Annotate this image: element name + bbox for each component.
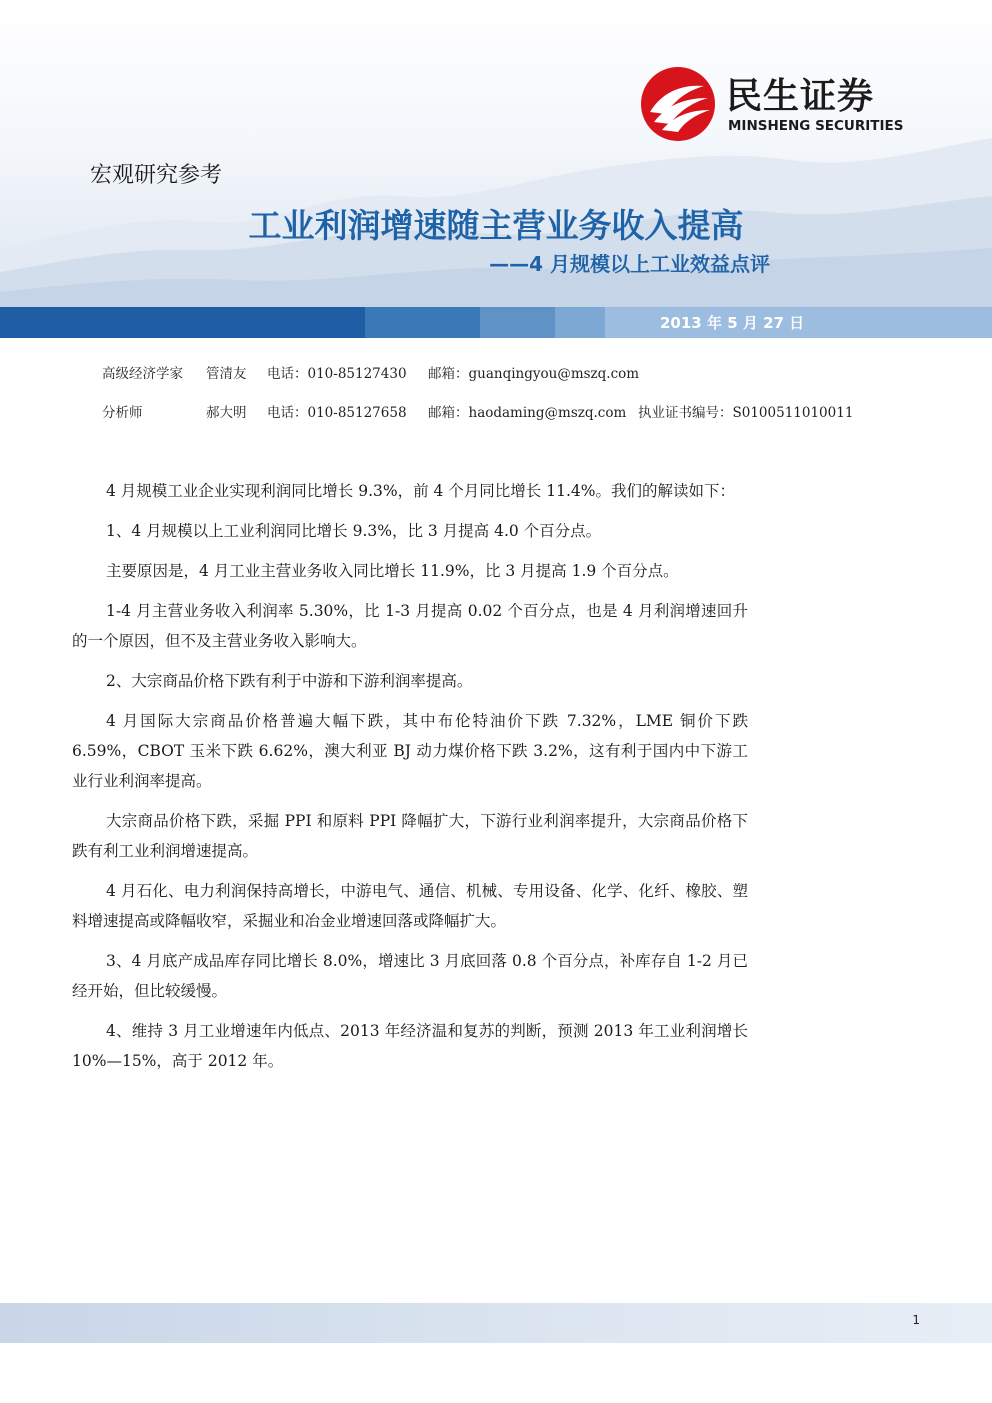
report-subtitle: ——4 月规模以上工业效益点评 <box>489 252 770 276</box>
body-paragraph: 2、大宗商品价格下跌有利于中游和下游利润率提高。 <box>106 672 473 690</box>
author-role: 分析师 <box>102 405 143 421</box>
body-paragraph: 主要原因是，4 月工业主营业务收入同比增长 11.9%，比 3 月提高 1.9 个百分点。 <box>106 562 679 580</box>
author-license: 执业证书编号：S0100511010011 <box>638 405 854 421</box>
page-number: 1 <box>912 1313 920 1327</box>
author-phone: 电话：010-85127658 <box>267 405 407 421</box>
body-paragraph: 1、4 月规模以上工业利润同比增长 9.3%，比 3 月提高 4.0 个百分点。 <box>106 522 602 540</box>
brand-name-cn: 民生证券 <box>726 76 875 117</box>
body-paragraph: 4、维持 3 月工业增速年内低点、2013 年经济温和复苏的判断，预测 2013 年工业利润增长 10%—15%，高于 2012 年。 <box>72 1022 748 1070</box>
brand-logo <box>640 66 920 142</box>
report-title: 工业利润增速随主营业务收入提高 <box>248 206 744 245</box>
report-body <box>72 476 748 1086</box>
author-phone: 电话：010-85127430 <box>267 366 407 382</box>
date-band <box>0 307 992 338</box>
brand-name-en: MINSHENG SECURITIES <box>728 118 904 134</box>
report-series: 宏观研究参考 <box>90 163 223 188</box>
body-paragraph: 1-4 月主营业务收入利润率 5.30%，比 1-3 月提高 0.02 个百分点，也是 4 月利润增速回升的一个原因，但不及主营业务收入影响大。 <box>72 602 748 650</box>
body-paragraph: 3、4 月底产成品库存同比增长 8.0%，增速比 3 月底回落 0.8 个百分点，补库存自 1-2 月已经开始，但比较缓慢。 <box>72 952 748 1000</box>
author-email[interactable]: 邮箱：haodaming@mszq.com <box>428 405 627 421</box>
author-name: 管清友 <box>206 366 247 382</box>
footer-band <box>0 1303 992 1343</box>
report-date: 2013 年 5 月 27 日 <box>660 314 805 332</box>
author-role: 高级经济学家 <box>102 366 183 382</box>
body-paragraph: 大宗商品价格下跌，采掘 PPI 和原料 PPI 降幅扩大，下游行业利润率提升，大宗商品价格下跌有利工业利润增速提高。 <box>72 812 748 860</box>
author-email[interactable]: 邮箱：guanqingyou@mszq.com <box>428 366 640 382</box>
author-name: 郝大明 <box>206 405 247 421</box>
body-paragraph: 4 月规模工业企业实现利润同比增长 9.3%，前 4 个月同比增长 11.4%。我们的解读如下： <box>106 482 735 500</box>
minsheng-logo-icon <box>640 66 716 142</box>
body-paragraph: 4 月石化、电力利润保持高增长，中游电气、通信、机械、专用设备、化学、化纤、橡胶、塑料增速提高或降幅收窄，采掘业和冶金业增速回落或降幅扩大。 <box>72 882 748 930</box>
body-paragraph: 4 月国际大宗商品价格普遍大幅下跌，其中布伦特油价下跌 7.32%，LME 铜价下跌 6.59%，CBOT 玉米下跌 6.62%，澳大利亚 BJ 动力煤价格下跌 3.2%，这有利于国内中下游工业行业利润率提高。 <box>72 712 748 790</box>
